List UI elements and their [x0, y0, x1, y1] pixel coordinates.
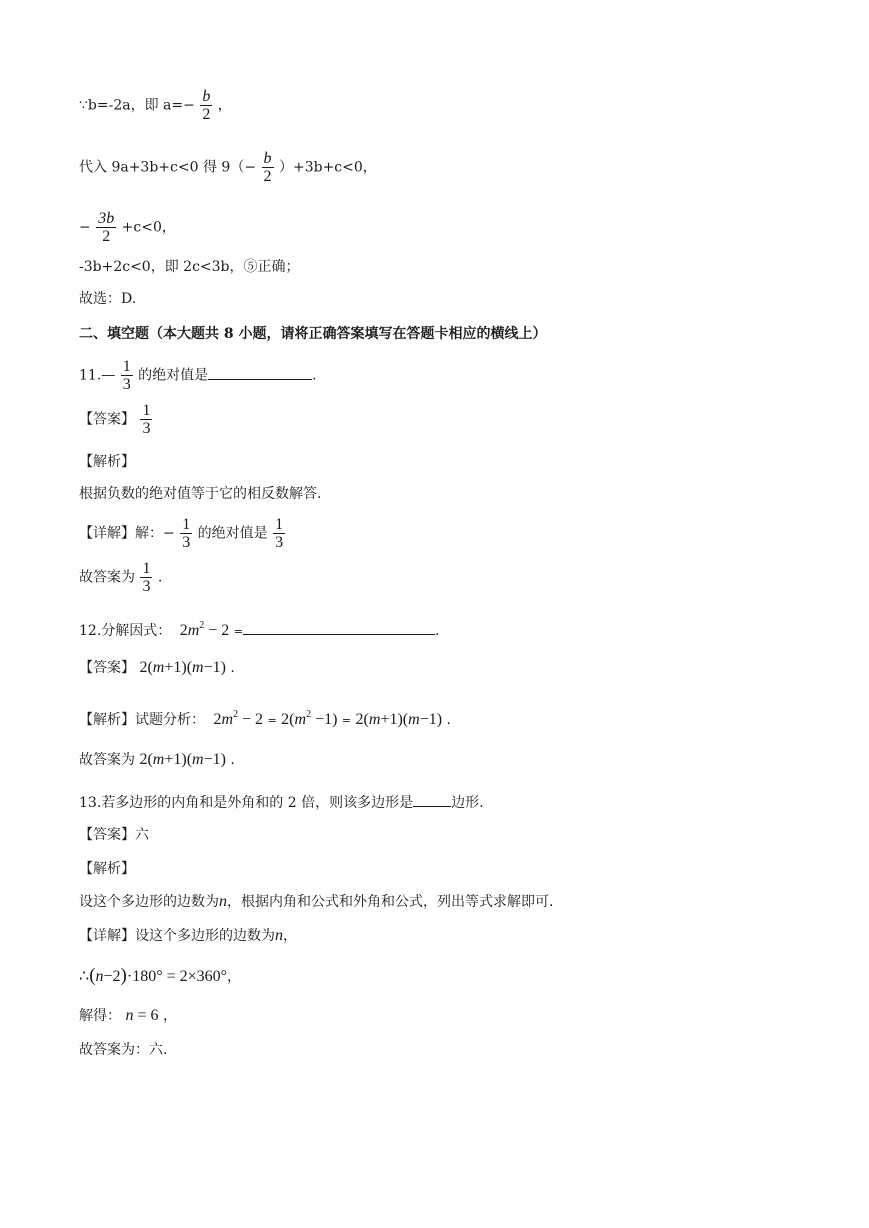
fraction	[140, 560, 152, 595]
answer-label: 【答案】	[79, 411, 135, 428]
detail-13	[79, 926, 297, 946]
text-line-4: -3b+2c<0，即 2c<3b，⑤正确；	[79, 259, 300, 275]
text-segment: .	[230, 660, 235, 676]
equals-sign: =	[233, 625, 243, 638]
equals-sign: =	[267, 714, 277, 727]
equals-sign: =	[341, 714, 352, 727]
math-expression: ∴(n−2)·180° = 2×360°	[79, 965, 228, 986]
conclusion-12	[79, 750, 235, 770]
answer-12	[79, 658, 235, 678]
math-expression: $2(m^2 -1)$	[281, 709, 338, 728]
analysis-label-13: 【解析】	[79, 861, 135, 877]
analysis-text-11: 根据负数的绝对值等于它的相反数解答.	[79, 486, 322, 502]
minus-sign: −	[79, 219, 91, 236]
fraction	[96, 210, 116, 245]
text-segment: 故答案为	[79, 569, 135, 586]
text-segment: .	[157, 569, 163, 586]
text-segment: ，	[217, 97, 232, 114]
fraction-numerator: 3b	[98, 210, 115, 227]
fraction-denominator: 3	[182, 534, 191, 551]
fraction-denominator: 3	[275, 534, 284, 551]
text-line-2	[79, 150, 377, 185]
solution-13	[79, 1006, 177, 1026]
answer-13: 【答案】六	[79, 827, 149, 843]
text-segment: .	[434, 623, 440, 639]
fraction-numerator: b	[202, 88, 211, 105]
answer-blank	[413, 792, 451, 807]
text-segment: ，	[162, 1008, 177, 1024]
minus-sign: −	[163, 525, 175, 542]
math-expression: 2(m+1)(m−1)	[139, 659, 226, 676]
equation-13: ∴(n−2)·180° = 2×360°，	[79, 965, 242, 986]
question-text: 13.若多边形的内角和是外角和的 2 倍，则该多边形是	[79, 795, 414, 811]
math-expression: 2(m+1)(m−1)	[355, 711, 443, 728]
text-segment: 边形.	[451, 795, 484, 811]
text-segment: 的绝对值是	[197, 525, 268, 542]
text-segment: 故答案为	[79, 752, 135, 768]
math-expression: n = 6	[125, 1007, 159, 1024]
conclusion-11	[79, 560, 162, 595]
fraction-denominator: 3	[142, 578, 151, 595]
question-11	[79, 358, 317, 393]
fraction-numerator: 1	[275, 516, 284, 533]
text-segment: ，根据内角和公式和外角和公式，列出等式求解即可.	[227, 894, 554, 910]
text-segment: +c<0，	[121, 219, 176, 236]
detail-label: 【详解】设这个多边形的边数为	[79, 928, 275, 944]
conclusion-13: 故答案为：六.	[79, 1042, 168, 1058]
question-12	[79, 616, 439, 642]
minus-sign: −	[183, 97, 195, 114]
fraction-denominator: 3	[142, 420, 151, 437]
fraction	[140, 402, 152, 437]
math-expression: 2(m+1)(m−1)	[139, 751, 226, 768]
text-segment: ，	[283, 928, 297, 944]
text-line-1	[79, 88, 232, 123]
text-line-5: 故选：D.	[79, 291, 137, 307]
math-expression: $2m^2 - 2$	[213, 709, 264, 728]
text-segment: ）+3b+c<0，	[278, 159, 377, 176]
fraction-denominator: 2	[263, 168, 272, 185]
detail-label: 【详解】解：	[79, 525, 163, 542]
text-segment: .	[446, 712, 451, 728]
minus-sign: −	[244, 159, 257, 176]
fraction	[262, 150, 274, 185]
math-expression: $2m^2 - 2$	[179, 620, 230, 639]
text-line-3	[79, 210, 176, 245]
answer-blank	[208, 365, 312, 380]
analysis-label-11: 【解析】	[79, 454, 135, 470]
text-segment: 设这个多边形的边数为	[79, 894, 219, 910]
text-segment: 解得：	[79, 1008, 121, 1024]
fraction-numerator: 1	[182, 516, 191, 533]
text-segment: ∵b=-2a，即 a=	[79, 97, 184, 114]
text-segment: 代入 9a+3b+c<0 得 9（	[79, 159, 245, 176]
fraction-denominator: 3	[122, 376, 131, 393]
fraction-denominator: 2	[102, 228, 111, 245]
fraction-numerator: 1	[122, 358, 131, 375]
analysis-label: 【解析】试题分析：	[79, 712, 205, 728]
question-13	[79, 792, 484, 813]
section-heading: 二、填空题（本大题共 8 小题，请将正确答案填写在答题卡相应的横线上）	[79, 326, 547, 342]
fraction-denominator: 2	[202, 106, 211, 123]
analysis-text-13	[79, 892, 553, 912]
text-segment: 的绝对值是	[138, 367, 209, 384]
fraction	[200, 88, 212, 123]
detail-11	[79, 516, 286, 551]
answer-blank	[243, 620, 435, 635]
answer-label: 【答案】	[79, 660, 135, 676]
answer-11	[79, 402, 153, 437]
fraction-numerator: 1	[142, 560, 151, 577]
fraction	[180, 516, 192, 551]
question-number: 11.—	[79, 367, 116, 384]
variable-n: n	[275, 927, 283, 944]
fraction	[121, 358, 133, 393]
text-segment: .	[312, 367, 317, 384]
analysis-12	[79, 705, 451, 731]
question-number: 12.分解因式：	[79, 623, 172, 639]
variable-n: n	[219, 893, 227, 910]
fraction-numerator: 1	[142, 402, 151, 419]
fraction	[273, 516, 285, 551]
fraction-numerator: b	[263, 150, 272, 167]
text-segment: .	[230, 752, 235, 768]
